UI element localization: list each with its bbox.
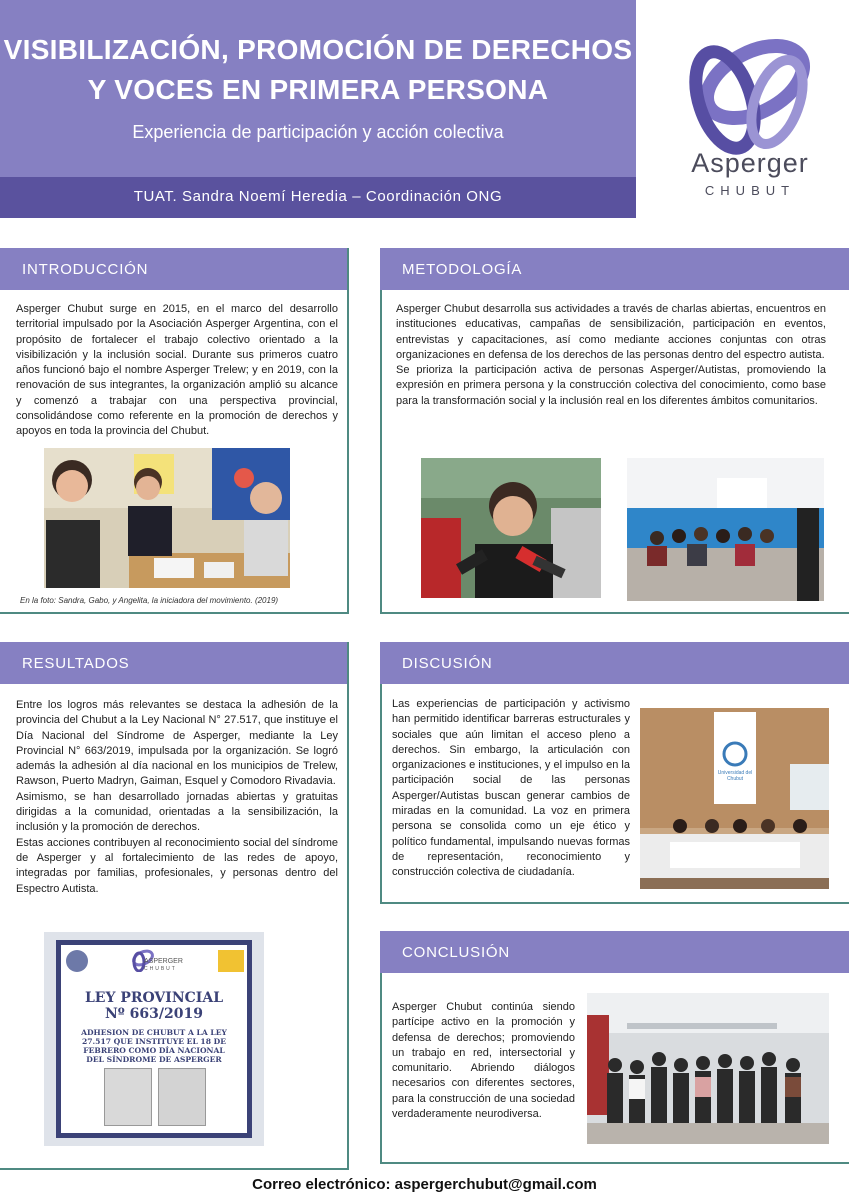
conclusion-text: Asperger Chubut continúa siendo partícipe activo en la promoción y defensa de derechos; promoviendo un trabajo en red, intersectorial y comunitario. Abriendo diálogos necesarios con diferentes sectores, para la construcción de una sociedad verdaderamente neurodiversa. [392,1001,575,1121]
title-line-1: VISIBILIZACIÓN, PROMOCIÓN DE DERECHOS [3,34,633,65]
las-badge [66,950,88,972]
discussion-heading: DISCUSIÓN [380,642,849,684]
logo-wordmark: Asperger [691,148,809,178]
title-line-2: Y VOCES EN PRIMERA PERSONA [87,74,549,105]
subtitle: Experiencia de participación y acción colectiva [132,122,504,142]
law-document-1 [104,1068,152,1126]
footer-email[interactable]: Correo electrónico: aspergerchubut@gmail.com [252,1176,597,1193]
results-paragraph-3: Estas acciones contribuyen al reconocimiento social del síndrome de Asperger y al fortalecimiento de las redes de apoyo, integradas por familias, profesionales, y personas dentro del Espectro Autista. [16,836,338,895]
method-text [396,302,826,409]
law-poster-title-1: LEY PROVINCIAL [84,990,224,1006]
law-poster-title [56,990,252,1022]
law-poster-logo-sub: CHUBUT [144,966,177,972]
asperger-chubut-logo [665,20,835,210]
method-photo-interview [421,458,601,598]
ufa-badge [218,950,244,972]
author: TUAT. Sandra Noemí Heredia – Coordinación ONG [133,188,503,205]
method-heading: METODOLOGÍA [380,248,849,290]
intro-caption: En la foto: Sandra, Gabo, y Angelita, la iniciadora del movimiento. (2019) [20,596,279,605]
logo-subtitle: CHUBUT [704,183,796,198]
intro-heading: INTRODUCCIÓN [0,248,347,290]
method-paragraph-1: Asperger Chubut desarrolla sus actividades a través de charlas abiertas, encuentros en instituciones educativas, campañas de sensibilización, participación en eventos, entrevistas y capacitaciones, así como mediante acciones conjuntas con otras organizaciones en defensa de los derechos de las personas dentro del espectro autista. [396,303,826,361]
results-paragraph-1: Entre los logros más relevantes se destaca la adhesión de la provincia del Chubut a la Ley Nacional N° 27.517, que instituye el Día Nacional del Síndrome de Asperger, mediante la Ley Provincial N° 663/2019, impulsada por la organización. Se logró además la adhesión al día nacional en los municipios de Trelew, Rawson, Puerto Madryn, Gaiman, Esquel y Comodoro Rivadavia. [16,699,338,788]
discussion-text: Las experiencias de participación y activismo han permitido identificar barreras estructurales y sociales que aún limitan el acceso pleno a derechos. Sin embargo, la articulación con organizaciones e instituciones, y el impulso en la participación social de las personas Asperger/Autistas buscan generar cambios de miradas en la comunidad. La voz en primera persona se consolida como un eje ético y político fundamental, impulsando nuevas formas de representación, reconocimiento y construcción colectiva de ciudadanía. [392,698,630,879]
law-poster-logo: ASPERGER [144,958,183,965]
intro-text: Asperger Chubut surge en 2015, en el marco del desarrollo territorial impulsado por la Asociación Asperger Argentina, con el propósito de fortalecer el trabajo colectivo orientado a la visibilización y la inclusión social. Durante sus primeros cuatro años funcionó bajo el nombre Asperger Trelew; y en 2019, con la renovación de sus integrantes, la organización amplió su alcance y comenzó a trabajar con una perspectiva provincial, consolidándose como referente en la promoción de derechos y apoyos en toda la provincia del Chubut. [16,303,338,438]
conclusion-photo [587,993,829,1144]
law-poster-title-2: Nº 663/2019 [105,1006,203,1022]
discussion-photo [640,708,829,889]
page-title [0,30,636,110]
law-document-2 [158,1068,206,1126]
results-paragraph-2: Asimismo, se han desarrollado jornadas abiertas y gratuitas dirigidas a la comunidad, orientadas a la sensibilización, la inclusión y la promoción de derechos. [16,790,338,834]
results-heading: RESULTADOS [0,642,347,684]
conclusion-heading: CONCLUSIÓN [380,931,849,973]
discussion-banner-text: Universidad del Chubut [717,770,753,782]
method-photo-classroom [627,458,824,601]
results-text [16,698,338,897]
law-poster-body: ADHESION DE CHUBUT A LA LEY 27.517 QUE INSTITUYE EL 18 DE FEBRERO COMO DÍA NACIONAL DEL SÍNDROME DE ASPERGER [81,1028,227,1064]
method-paragraph-2: Se prioriza la participación activa de personas Asperger/Autistas, promoviendo la expresión en primera persona y la construcción colectiva del conocimiento, como base para la transformación social y la inclusión real en los diferentes ámbitos comunitarios. [396,364,826,407]
law-poster [44,932,264,1146]
intro-photo [44,448,290,588]
